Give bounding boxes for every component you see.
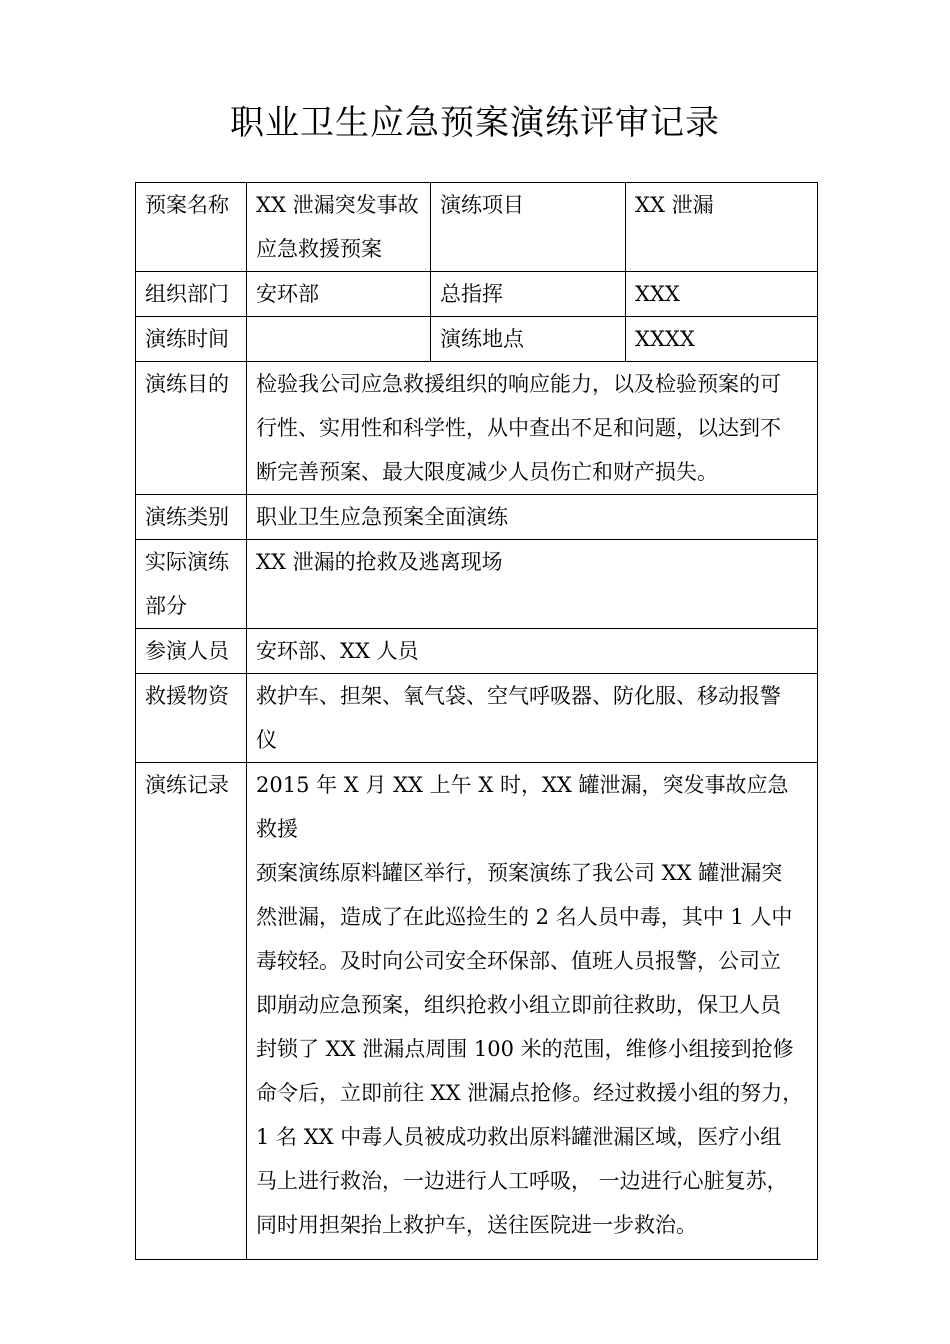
participants-value: 安环部、XX 人员	[247, 629, 818, 674]
drill-time-value	[247, 317, 431, 362]
commander-value: XXX	[626, 272, 818, 317]
actual-part-label: 实际演练 部分	[136, 540, 247, 629]
drill-place-value: XXXX	[626, 317, 818, 362]
participants-label: 参演人员	[136, 629, 247, 674]
category-value: 职业卫生应急预案全面演练	[247, 495, 818, 540]
actual-part-value: XX 泄漏的抢救及逃离现场	[247, 540, 818, 629]
commander-label: 总指挥	[431, 272, 626, 317]
plan-name-label: 预案名称	[136, 183, 247, 272]
purpose-value: 检验我公司应急救援组织的响应能力，以及检验预案的可 行性、实用性和科学性，从中查出不足和问题，以达到不 断完善预案、最大限度减少人员伤亡和财产损失。	[247, 362, 818, 495]
drill-place-label: 演练地点	[431, 317, 626, 362]
materials-value: 救护车、担架、氧气袋、空气呼吸器、防化服、移动报警 仪	[247, 674, 818, 763]
table-row	[136, 763, 818, 1260]
record-value: 2015 年 X 月 XX 上午 X 时，XX 罐泄漏，突发事故应急救援 颈案演练原料罐区举行，预案演练了我公司 XX 罐泄漏突 然泄漏，造成了在此巡捡生的 2 名人员中毒，其中 1 人中 毒较轻。及时向公司安全环保部、值班人员报警，公司立 即崩动应急预案，组织抢救小组立即前往救助，保卫人员 封锁了 XX 泄漏点周围 100 米的范围，维修小组接到抢修 命令后，立即前往 XX 泄漏点抢修。经过救援小组的努力， 1 名 XX 中毒人员被成功救出原料罐泄漏区域，医疗小组 马上进行救治，一边进行人工呼吸， 一边进行心脏复苏， 同时用担架抬上救护车，送往医院进一步救治。	[247, 763, 818, 1260]
drill-review-table	[135, 182, 818, 1260]
plan-name-value: XX 泄漏突发事故 应急救援预案	[247, 183, 431, 272]
table-row	[136, 272, 818, 317]
drill-item-value: XX 泄漏	[626, 183, 818, 272]
table-row	[136, 183, 818, 272]
drill-item-label: 演练项目	[431, 183, 626, 272]
purpose-label: 演练目的	[136, 362, 247, 495]
table-row	[136, 629, 818, 674]
table-row	[136, 362, 818, 495]
table-row	[136, 495, 818, 540]
drill-time-label: 演练时间	[136, 317, 247, 362]
materials-label: 救援物资	[136, 674, 247, 763]
category-label: 演练类别	[136, 495, 247, 540]
page-title: 职业卫生应急预案演练评审记录	[230, 103, 720, 143]
record-label: 演练记录	[136, 763, 247, 1260]
table-row	[136, 317, 818, 362]
table-row	[136, 674, 818, 763]
table-row	[136, 540, 818, 629]
org-dept-value: 安环部	[247, 272, 431, 317]
org-dept-label: 组织部门	[136, 272, 247, 317]
